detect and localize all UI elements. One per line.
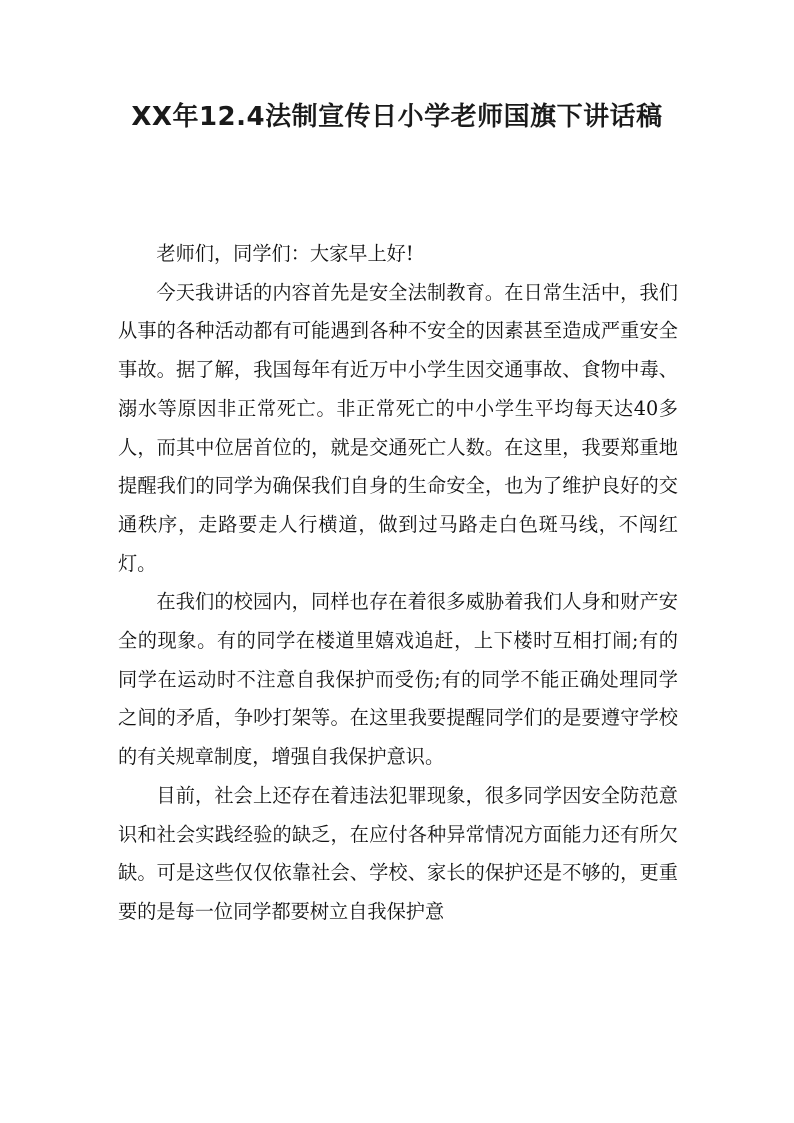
paragraph-traffic-safety: 今天我讲话的内容首先是安全法制教育。在日常生活中，我们从事的各种活动都有可能遇到各种不安全的因素甚至造成严重安全事故。据了解，我国每年有近万中小学生因交通事故、食物中毒、溺水等原因非正常死亡。非正常死亡的中小学生平均每天达40多人，而其中位居首位的，就是交通死亡人数。在这里，我要郑重地提醒我们的同学为确保我们自身的生命安全，也为了维护良好的交通秩序，走路要走人行横道，做到过马路走白色斑马线，不闯红灯。: [118, 280, 678, 575]
document-title: XX年12.4法制宣传日小学老师国旗下讲话稿: [131, 102, 663, 132]
paragraph-campus-safety: 在我们的校园内，同样也存在着很多威胁着我们人身和财产安全的现象。有的同学在楼道里嬉戏追赶，上下楼时互相打闹;有的同学在运动时不注意自我保护而受伤;有的同学不能正确处理同学之间的矛盾，争吵打架等。在这里我要提醒同学们的是要遵守学校的有关规章制度，增强自我保护意识。: [118, 590, 678, 769]
paragraph-greeting: 老师们，同学们：大家早上好!: [156, 242, 414, 265]
paragraph-self-protection: 目前，社会上还存在着违法犯罪现象，很多同学因安全防范意识和社会实践经验的缺乏，在应付各种异常情况方面能力还有所欠缺。可是这些仅仅依靠社会、学校、家长的保护还是不够的，更重要的是每一位同学都要树立自我保护意: [118, 783, 678, 923]
document-body: [118, 235, 678, 932]
